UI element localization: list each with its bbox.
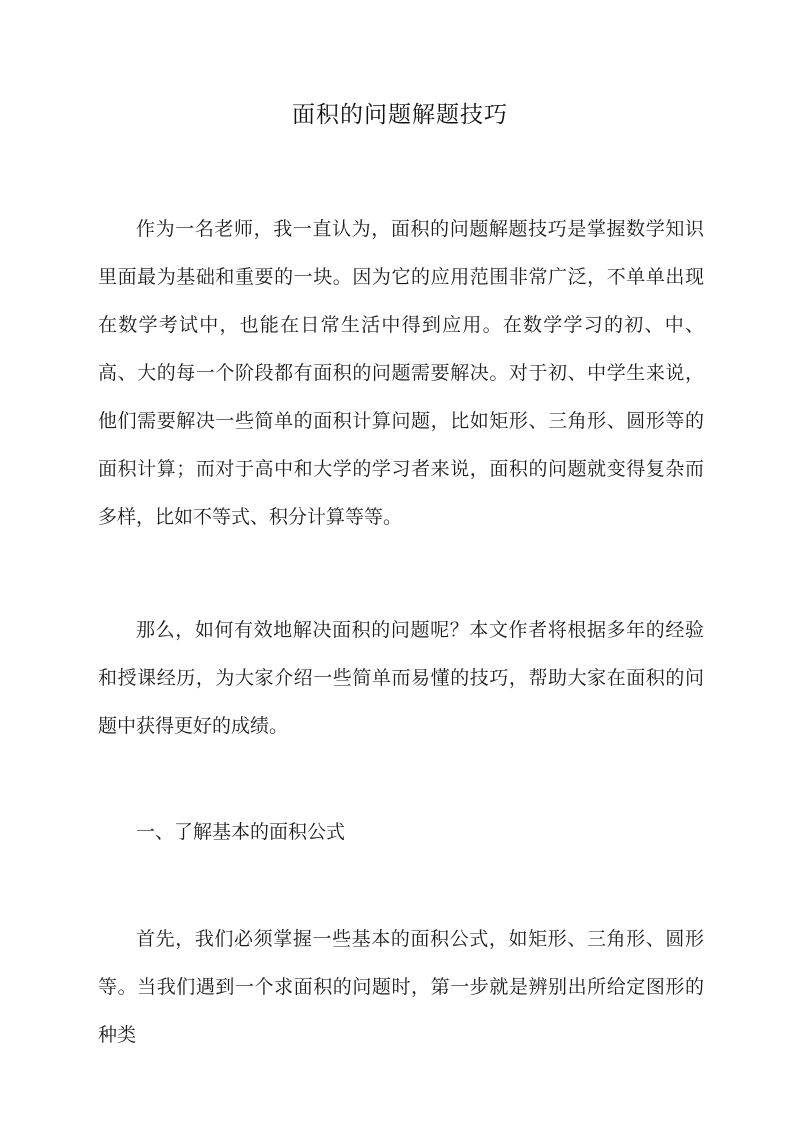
paragraph-method: 那么，如何有效地解决面积的问题呢？本文作者将根据多年的经验和授课经历，为大家介绍一些简单而易懂的技巧，帮助大家在面积的问题中获得更好的成绩。 [98, 619, 704, 737]
paragraph-intro: 作为一名老师，我一直认为，面积的问题解题技巧是掌握数学知识里面最为基础和重要的一块。因为它的应用范围非常广泛，不单单出现在数学考试中，也能在日常生活中得到应用。在数学学习的初、中、高、大的每一个阶段都有面积的问题需要解决。对于初、中学生来说，他们需要解决一些简单的面积计算问题，比如矩形、三角形、圆形等的面积计算；而对于高中和大学的学习者来说，面积的问题就变得复杂而多样，比如不等式、积分计算等等。 [98, 218, 704, 528]
paragraph-formulas: 首先，我们必须掌握一些基本的面积公式，如矩形、三角形、圆形等。当我们遇到一个求面积的问题时，第一步就是辨别出所给定图形的种类 [98, 928, 704, 1046]
section-heading-1: 一、了解基本的面积公式 [136, 821, 346, 843]
document-title: 面积的问题解题技巧 [292, 102, 508, 128]
